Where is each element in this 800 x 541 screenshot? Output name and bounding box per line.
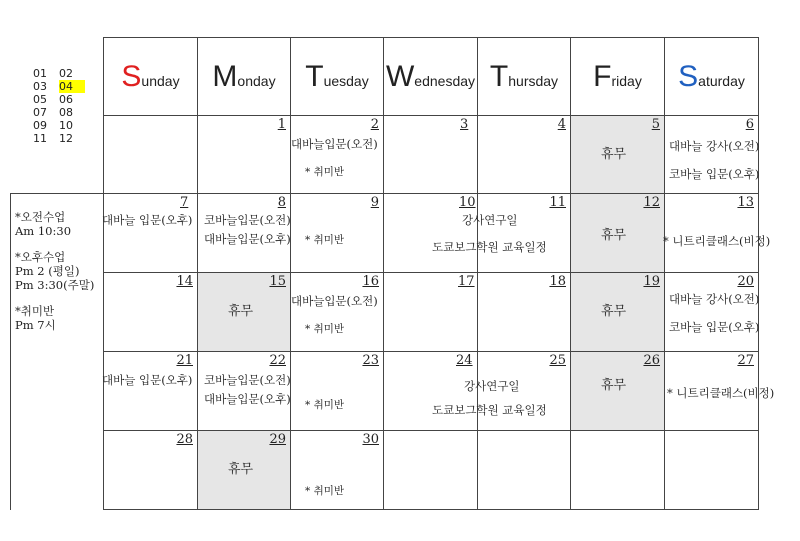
day-number[interactable]: 17 bbox=[458, 274, 475, 289]
event-knitting-teacher-am: 대바늘 강사(오전) bbox=[669, 292, 760, 306]
week-row bbox=[104, 273, 759, 352]
day-cell[interactable] bbox=[665, 352, 775, 431]
day-cell bbox=[665, 431, 759, 510]
hobby-class-title: *취미반 bbox=[15, 304, 55, 318]
month-link[interactable]: 07 bbox=[33, 106, 47, 119]
day-number[interactable]: 1 bbox=[277, 117, 286, 132]
event-crochet-intro-pm: 코바늘 입문(오후) bbox=[669, 167, 760, 181]
event-tokyo-vogue-schedule: 도쿄보그학원 교육일정 bbox=[432, 403, 547, 417]
day-cell[interactable] bbox=[291, 273, 384, 352]
header-saturday: Saturday bbox=[665, 38, 759, 116]
day-number[interactable]: 26 bbox=[643, 353, 660, 368]
day-cell-holiday[interactable] bbox=[571, 194, 665, 273]
header-sunday: Sunday bbox=[104, 38, 198, 116]
month-link[interactable]: 10 bbox=[59, 119, 73, 132]
afternoon-weekday-time: Pm 2 (평일) bbox=[15, 264, 80, 278]
day-cell-holiday[interactable] bbox=[198, 431, 291, 510]
day-number[interactable]: 6 bbox=[745, 117, 754, 132]
day-cell-holiday[interactable] bbox=[571, 273, 665, 352]
event-hobby-class: * 취미반 bbox=[305, 399, 345, 411]
event-lecturer-research-day: 강사연구일 bbox=[464, 379, 520, 393]
day-number[interactable]: 28 bbox=[176, 432, 193, 447]
day-number[interactable]: 5 bbox=[651, 117, 660, 132]
header-tuesday: Tuesday bbox=[291, 38, 384, 116]
event-nitri-class: * 니트리클래스(비정) bbox=[663, 234, 771, 248]
event-holiday: 휴무 bbox=[601, 147, 627, 162]
day-number[interactable]: 25 bbox=[549, 353, 566, 368]
month-row bbox=[33, 93, 85, 106]
day-cell[interactable] bbox=[478, 116, 571, 194]
event-crochet-intro-am: 코바늘입문(오전) bbox=[204, 213, 291, 227]
day-cell bbox=[571, 431, 665, 510]
day-cell[interactable] bbox=[384, 116, 478, 194]
weekday-header bbox=[104, 38, 759, 116]
header-thursday: Thursday bbox=[478, 38, 571, 116]
month-link[interactable]: 01 bbox=[33, 67, 47, 80]
event-knitting-intro-pm: 대바늘입문(오후) bbox=[204, 392, 291, 406]
day-number[interactable]: 9 bbox=[370, 195, 379, 210]
event-hobby-class: * 취미반 bbox=[305, 234, 345, 246]
day-cell-holiday[interactable] bbox=[571, 116, 665, 194]
event-hobby-class: * 취미반 bbox=[305, 166, 345, 178]
day-cell[interactable] bbox=[104, 194, 198, 273]
day-cell[interactable] bbox=[384, 194, 547, 273]
month-link[interactable]: 02 bbox=[59, 67, 73, 80]
day-cell[interactable] bbox=[198, 116, 291, 194]
day-cell[interactable] bbox=[665, 273, 759, 352]
event-knitting-intro-pm: 대바늘 입문(오후) bbox=[102, 213, 193, 227]
class-time-legend bbox=[10, 193, 103, 510]
month-row bbox=[33, 132, 85, 145]
day-number[interactable]: 12 bbox=[643, 195, 660, 210]
month-row bbox=[33, 106, 85, 119]
day-cell bbox=[104, 116, 198, 194]
day-cell[interactable] bbox=[291, 431, 384, 510]
day-number[interactable]: 29 bbox=[269, 432, 286, 447]
day-number[interactable]: 24 bbox=[456, 353, 473, 368]
month-link[interactable]: 06 bbox=[59, 93, 73, 106]
day-number[interactable]: 19 bbox=[643, 274, 660, 289]
day-number[interactable]: 16 bbox=[362, 274, 379, 289]
event-crochet-intro-am: 코바늘입문(오전) bbox=[204, 373, 291, 387]
day-cell[interactable] bbox=[478, 273, 571, 352]
week-row bbox=[104, 352, 759, 431]
day-number[interactable]: 3 bbox=[460, 117, 469, 132]
day-number[interactable]: 20 bbox=[737, 274, 754, 289]
day-cell[interactable] bbox=[104, 273, 198, 352]
event-holiday: 휴무 bbox=[601, 378, 627, 393]
day-cell[interactable] bbox=[104, 431, 198, 510]
header-monday: Monday bbox=[198, 38, 291, 116]
event-holiday: 휴무 bbox=[228, 462, 254, 477]
event-knitting-intro-am: 대바늘입문(오전) bbox=[291, 137, 378, 151]
day-number[interactable]: 21 bbox=[176, 353, 193, 368]
event-lecturer-research-day: 강사연구일 bbox=[462, 213, 518, 227]
day-cell[interactable] bbox=[663, 194, 771, 273]
event-knitting-intro-am: 대바늘입문(오전) bbox=[291, 294, 378, 308]
day-cell bbox=[384, 431, 478, 510]
day-number[interactable]: 18 bbox=[549, 274, 566, 289]
week-row bbox=[104, 116, 759, 194]
day-number[interactable]: 15 bbox=[269, 274, 286, 289]
day-cell[interactable] bbox=[384, 273, 478, 352]
day-cell[interactable] bbox=[665, 116, 759, 194]
day-number[interactable]: 8 bbox=[277, 195, 286, 210]
month-link[interactable]: 08 bbox=[59, 106, 73, 119]
month-row bbox=[33, 80, 85, 93]
event-hobby-class: * 취미반 bbox=[305, 485, 345, 497]
week-row bbox=[104, 431, 759, 510]
calendar-grid bbox=[102, 37, 775, 510]
day-number[interactable]: 22 bbox=[269, 353, 286, 368]
day-cell[interactable] bbox=[384, 352, 547, 431]
day-cell-holiday[interactable] bbox=[571, 352, 665, 431]
month-row bbox=[33, 119, 85, 132]
morning-class-title: *오전수업 bbox=[15, 210, 66, 224]
day-number[interactable]: 4 bbox=[557, 117, 566, 132]
event-tokyo-vogue-schedule: 도쿄보그학원 교육일정 bbox=[432, 240, 547, 254]
day-cell bbox=[478, 431, 571, 510]
day-cell[interactable] bbox=[198, 194, 291, 273]
month-link[interactable]: 09 bbox=[33, 119, 47, 132]
day-number[interactable]: 10 bbox=[459, 195, 476, 210]
day-cell-holiday[interactable] bbox=[198, 273, 291, 352]
event-holiday: 휴무 bbox=[601, 304, 627, 319]
day-number[interactable]: 7 bbox=[180, 195, 189, 210]
week-row bbox=[104, 194, 759, 273]
month-link[interactable]: 03 bbox=[33, 80, 47, 93]
event-nitri-class: * 니트리클래스(비정) bbox=[667, 386, 775, 400]
month-link[interactable]: 12 bbox=[59, 132, 73, 145]
day-number[interactable]: 13 bbox=[737, 195, 754, 210]
day-cell[interactable] bbox=[478, 194, 571, 273]
day-number[interactable]: 30 bbox=[362, 432, 379, 447]
day-cell[interactable] bbox=[291, 116, 384, 194]
header-friday: Friday bbox=[571, 38, 665, 116]
month-link[interactable]: 11 bbox=[33, 132, 47, 145]
day-number[interactable]: 23 bbox=[362, 353, 379, 368]
month-selector bbox=[33, 67, 85, 145]
day-number[interactable]: 14 bbox=[176, 274, 193, 289]
event-crochet-intro-pm: 코바늘 입문(오후) bbox=[669, 320, 760, 334]
event-holiday: 휴무 bbox=[228, 304, 254, 319]
event-holiday: 휴무 bbox=[601, 228, 627, 243]
hobby-class-time: Pm 7시 bbox=[15, 318, 56, 332]
afternoon-weekend-time: Pm 3:30(주말) bbox=[15, 278, 95, 292]
day-number[interactable]: 27 bbox=[737, 353, 754, 368]
day-cell[interactable] bbox=[291, 194, 384, 273]
event-hobby-class: * 취미반 bbox=[305, 323, 345, 335]
event-knitting-intro-pm: 대바늘입문(오후) bbox=[204, 232, 291, 246]
afternoon-class-title: *오후수업 bbox=[15, 250, 66, 264]
header-wednesday: Wednesday bbox=[384, 38, 478, 116]
morning-class-time: Am 10:30 bbox=[15, 224, 72, 238]
day-number[interactable]: 2 bbox=[370, 117, 379, 132]
day-cell[interactable] bbox=[291, 352, 384, 431]
month-link[interactable]: 05 bbox=[33, 93, 47, 106]
month-row bbox=[33, 67, 85, 80]
event-knitting-intro-pm: 대바늘 입문(오후) bbox=[102, 373, 193, 387]
day-number[interactable]: 11 bbox=[549, 195, 566, 210]
event-knitting-teacher-am: 대바늘 강사(오전) bbox=[669, 139, 760, 153]
month-link-current[interactable]: 04 bbox=[59, 80, 85, 93]
day-cell[interactable] bbox=[104, 352, 198, 431]
day-cell[interactable] bbox=[198, 352, 291, 431]
